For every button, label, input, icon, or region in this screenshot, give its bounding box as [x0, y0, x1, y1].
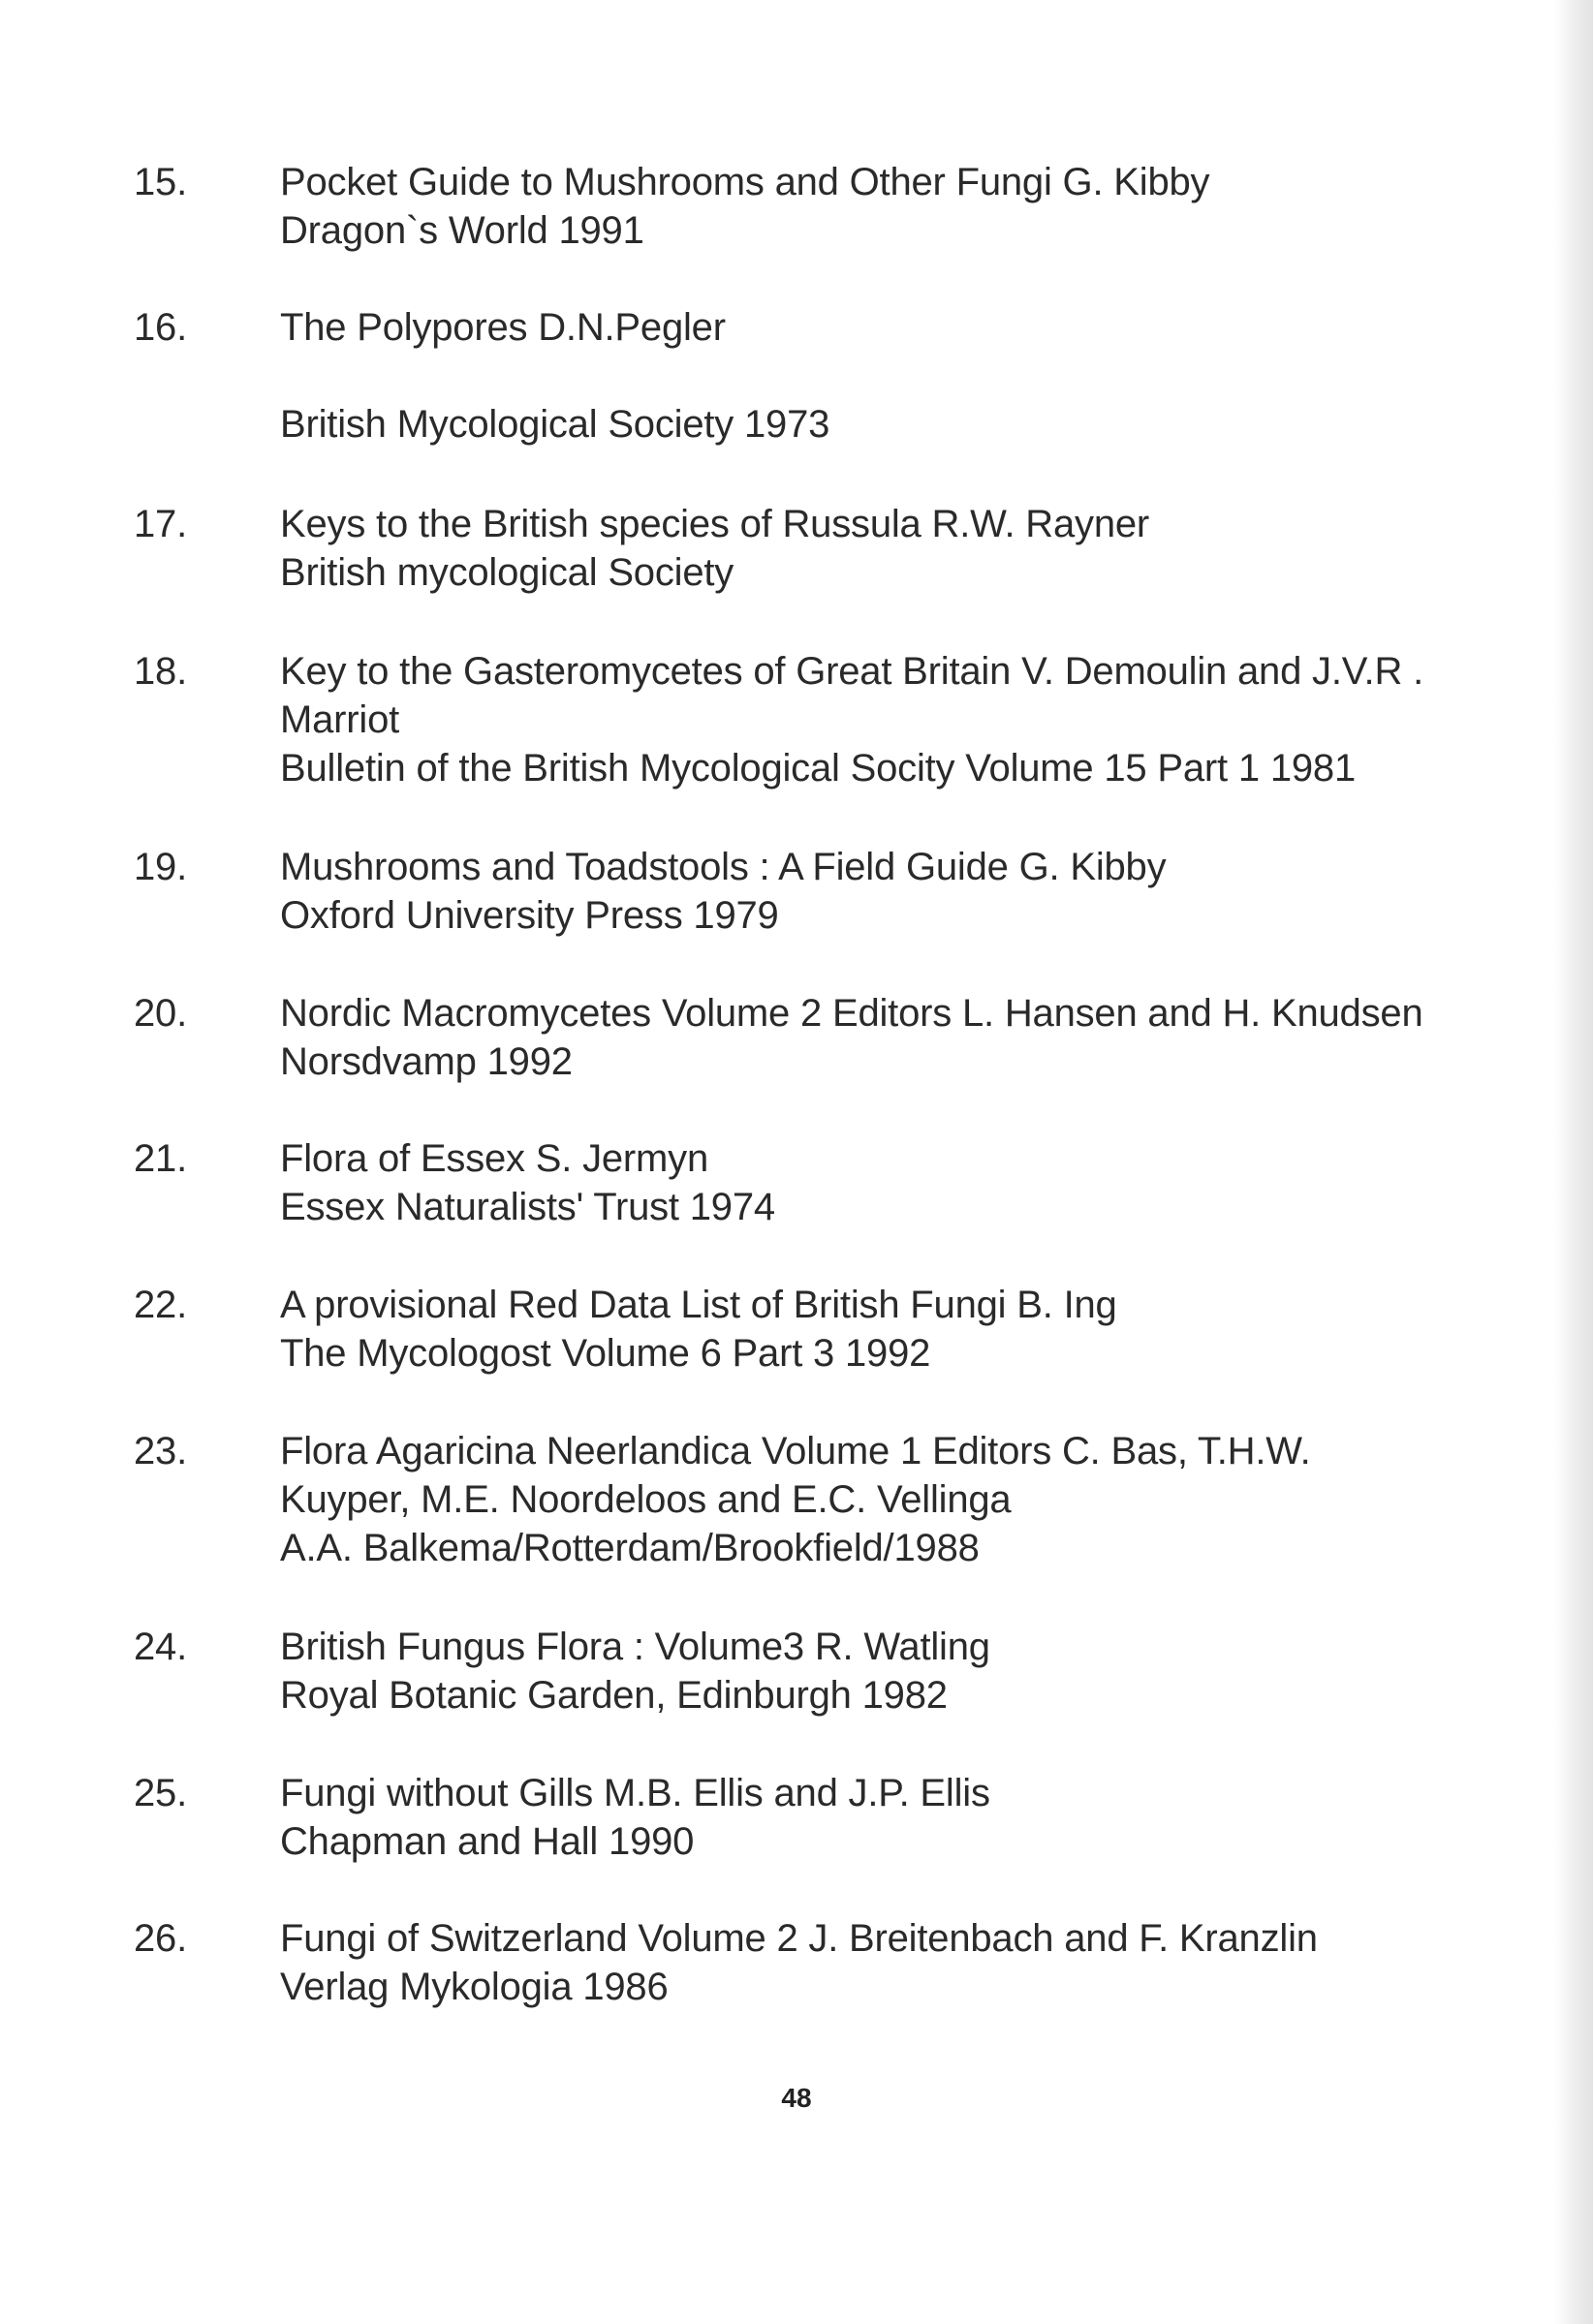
entry-number: 16. — [134, 306, 188, 349]
entry-line: Verlag Mykologia 1986 — [280, 1966, 669, 2008]
entry-text — [280, 303, 1520, 449]
entry-text — [280, 1623, 1520, 1720]
entry-line: Fungi of Switzerland Volume 2 J. Breitenbach and F. Kranzlin — [280, 1917, 1318, 1960]
entry-text — [280, 843, 1520, 940]
entry-line: A provisional Red Data List of British Fungi B. Ing — [280, 1284, 1117, 1326]
entry-text — [280, 500, 1520, 597]
entry-line: The Mycologost Volume 6 Part 3 1992 — [280, 1332, 931, 1375]
entry-line: British mycological Society — [280, 551, 734, 594]
entry-number: 23. — [134, 1430, 188, 1472]
entry-number: 19. — [134, 846, 188, 888]
entry-text — [280, 1769, 1520, 1866]
entry-number: 21. — [134, 1137, 188, 1180]
entry-line: Mushrooms and Toadstools : A Field Guide G. Kibby — [280, 846, 1167, 888]
entry-line: Pocket Guide to Mushrooms and Other Fungi G. Kibby — [280, 161, 1210, 203]
entry-line: Flora Agaricina Neerlandica Volume 1 Editors C. Bas, T.H.W. — [280, 1430, 1311, 1472]
entry-line: Bulletin of the British Mycological Socity Volume 15 Part 1 1981 — [280, 747, 1357, 790]
entry-line: British Mycological Society 1973 — [280, 403, 830, 446]
entry-text — [280, 1134, 1520, 1231]
entry-line: Dragon`s World 1991 — [280, 209, 644, 252]
entry-number: 20. — [134, 992, 188, 1035]
entry-line: Kuyper, M.E. Noordeloos and E.C. Vellinga — [280, 1478, 1012, 1521]
entry-line: A.A. Balkema/Rotterdam/Brookfield/1988 — [280, 1527, 980, 1569]
entry-line: Nordic Macromycetes Volume 2 Editors L. Hansen and H. Knudsen — [280, 992, 1423, 1035]
entry-number: 25. — [134, 1772, 188, 1814]
page-number: 48 — [781, 2083, 812, 2113]
entry-line: Royal Botanic Garden, Edinburgh 1982 — [280, 1674, 948, 1717]
entry-line: Essex Naturalists' Trust 1974 — [280, 1186, 775, 1228]
entry-line: Chapman and Hall 1990 — [280, 1820, 695, 1863]
entry-text — [280, 647, 1520, 792]
entry-line: Key to the Gasteromycetes of Great Britain V. Demoulin and J.V.R . — [280, 650, 1423, 693]
entry-number: 26. — [134, 1917, 188, 1960]
entry-line: Oxford University Press 1979 — [280, 894, 779, 937]
entry-line: Fungi without Gills M.B. Ellis and J.P. Ellis — [280, 1772, 990, 1814]
entry-number: 18. — [134, 650, 188, 693]
entry-line: Norsdvamp 1992 — [280, 1040, 573, 1083]
entry-number: 24. — [134, 1626, 188, 1668]
entry-line: The Polypores D.N.Pegler — [280, 306, 726, 349]
entry-text — [280, 158, 1520, 255]
entry-line: Keys to the British species of Russula R.W. Rayner — [280, 503, 1150, 545]
entry-text — [280, 1914, 1520, 2011]
entry-number: 22. — [134, 1284, 188, 1326]
entry-text — [280, 1281, 1520, 1378]
entry-number: 15. — [134, 161, 188, 203]
entry-number: 17. — [134, 503, 188, 545]
entry-text — [280, 989, 1520, 1086]
entry-text — [280, 1427, 1520, 1572]
entry-line: British Fungus Flora : Volume3 R. Watling — [280, 1626, 990, 1668]
entry-line: Marriot — [280, 698, 400, 741]
entry-line: Flora of Essex S. Jermyn — [280, 1137, 708, 1180]
